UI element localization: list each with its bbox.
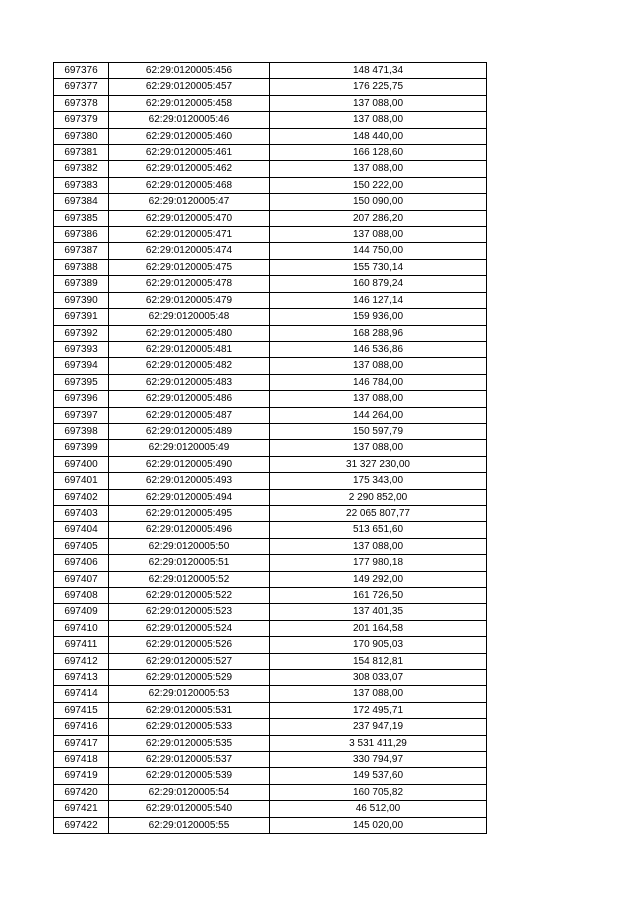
- table-row: [54, 440, 487, 456]
- table-row: [54, 637, 487, 653]
- row-number-cell: 697413: [54, 670, 109, 686]
- table-row: [54, 571, 487, 587]
- value-cell: 172 495,71: [270, 702, 487, 718]
- cadastral-number-cell: 62:29:0120005:487: [109, 407, 270, 423]
- table-row: [54, 325, 487, 341]
- table-row: [54, 227, 487, 243]
- cadastral-number-cell: 62:29:0120005:53: [109, 686, 270, 702]
- cadastral-number-cell: 62:29:0120005:524: [109, 620, 270, 636]
- cadastral-number-cell: 62:29:0120005:533: [109, 719, 270, 735]
- table-row: [54, 719, 487, 735]
- row-number-cell: 697418: [54, 752, 109, 768]
- row-number-cell: 697420: [54, 784, 109, 800]
- table-row: [54, 128, 487, 144]
- value-cell: 155 730,14: [270, 259, 487, 275]
- row-number-cell: 697407: [54, 571, 109, 587]
- cadastral-number-cell: 62:29:0120005:527: [109, 653, 270, 669]
- value-cell: 137 088,00: [270, 358, 487, 374]
- row-number-cell: 697409: [54, 604, 109, 620]
- table-row: [54, 538, 487, 554]
- cadastral-number-cell: 62:29:0120005:474: [109, 243, 270, 259]
- value-cell: 177 980,18: [270, 555, 487, 571]
- row-number-cell: 697396: [54, 391, 109, 407]
- value-cell: 150 090,00: [270, 194, 487, 210]
- table-row: [54, 456, 487, 472]
- cadastral-number-cell: 62:29:0120005:471: [109, 227, 270, 243]
- table-row: [54, 194, 487, 210]
- row-number-cell: 697406: [54, 555, 109, 571]
- table-row: [54, 817, 487, 833]
- cadastral-number-cell: 62:29:0120005:54: [109, 784, 270, 800]
- value-cell: 149 537,60: [270, 768, 487, 784]
- table-row: [54, 522, 487, 538]
- value-cell: 513 651,60: [270, 522, 487, 538]
- cadastral-number-cell: 62:29:0120005:479: [109, 292, 270, 308]
- cadastral-number-cell: 62:29:0120005:529: [109, 670, 270, 686]
- table-row: [54, 309, 487, 325]
- row-number-cell: 697388: [54, 259, 109, 275]
- table-row: [54, 801, 487, 817]
- value-cell: 137 088,00: [270, 686, 487, 702]
- row-number-cell: 697416: [54, 719, 109, 735]
- value-cell: 146 536,86: [270, 341, 487, 357]
- value-cell: 150 597,79: [270, 423, 487, 439]
- data-table: [53, 62, 487, 834]
- row-number-cell: 697395: [54, 374, 109, 390]
- value-cell: 46 512,00: [270, 801, 487, 817]
- table-row: [54, 112, 487, 128]
- cadastral-number-cell: 62:29:0120005:457: [109, 79, 270, 95]
- row-number-cell: 697391: [54, 309, 109, 325]
- row-number-cell: 697405: [54, 538, 109, 554]
- table-row: [54, 177, 487, 193]
- table-row: [54, 505, 487, 521]
- value-cell: 137 088,00: [270, 440, 487, 456]
- table-row: [54, 292, 487, 308]
- cadastral-number-cell: 62:29:0120005:456: [109, 63, 270, 79]
- value-cell: 176 225,75: [270, 79, 487, 95]
- cadastral-number-cell: 62:29:0120005:470: [109, 210, 270, 226]
- table-row: [54, 752, 487, 768]
- row-number-cell: 697411: [54, 637, 109, 653]
- cadastral-number-cell: 62:29:0120005:462: [109, 161, 270, 177]
- value-cell: 154 812,81: [270, 653, 487, 669]
- cadastral-number-cell: 62:29:0120005:460: [109, 128, 270, 144]
- value-cell: 161 726,50: [270, 588, 487, 604]
- row-number-cell: 697387: [54, 243, 109, 259]
- table-row: [54, 161, 487, 177]
- row-number-cell: 697386: [54, 227, 109, 243]
- table-row: [54, 210, 487, 226]
- cadastral-number-cell: 62:29:0120005:531: [109, 702, 270, 718]
- row-number-cell: 697415: [54, 702, 109, 718]
- value-cell: 170 905,03: [270, 637, 487, 653]
- value-cell: 144 264,00: [270, 407, 487, 423]
- row-number-cell: 697403: [54, 505, 109, 521]
- value-cell: 149 292,00: [270, 571, 487, 587]
- table-row: [54, 341, 487, 357]
- row-number-cell: 697408: [54, 588, 109, 604]
- value-cell: 308 033,07: [270, 670, 487, 686]
- cadastral-number-cell: 62:29:0120005:483: [109, 374, 270, 390]
- row-number-cell: 697382: [54, 161, 109, 177]
- cadastral-number-cell: 62:29:0120005:48: [109, 309, 270, 325]
- cadastral-number-cell: 62:29:0120005:52: [109, 571, 270, 587]
- table-row: [54, 555, 487, 571]
- cadastral-number-cell: 62:29:0120005:55: [109, 817, 270, 833]
- table-row: [54, 374, 487, 390]
- row-number-cell: 697378: [54, 95, 109, 111]
- value-cell: 137 088,00: [270, 95, 487, 111]
- row-number-cell: 697377: [54, 79, 109, 95]
- value-cell: 137 088,00: [270, 161, 487, 177]
- row-number-cell: 697385: [54, 210, 109, 226]
- row-number-cell: 697392: [54, 325, 109, 341]
- value-cell: 22 065 807,77: [270, 505, 487, 521]
- cadastral-number-cell: 62:29:0120005:47: [109, 194, 270, 210]
- table-row: [54, 407, 487, 423]
- table-row: [54, 276, 487, 292]
- cadastral-number-cell: 62:29:0120005:468: [109, 177, 270, 193]
- cadastral-number-cell: 62:29:0120005:539: [109, 768, 270, 784]
- value-cell: 31 327 230,00: [270, 456, 487, 472]
- row-number-cell: 697393: [54, 341, 109, 357]
- row-number-cell: 697414: [54, 686, 109, 702]
- value-cell: 137 088,00: [270, 227, 487, 243]
- cadastral-number-cell: 62:29:0120005:496: [109, 522, 270, 538]
- table-row: [54, 588, 487, 604]
- cadastral-number-cell: 62:29:0120005:523: [109, 604, 270, 620]
- table-row: [54, 145, 487, 161]
- cadastral-number-cell: 62:29:0120005:49: [109, 440, 270, 456]
- row-number-cell: 697419: [54, 768, 109, 784]
- table-row: [54, 423, 487, 439]
- value-cell: 148 440,00: [270, 128, 487, 144]
- value-cell: 137 088,00: [270, 112, 487, 128]
- table-body: [54, 63, 487, 834]
- cadastral-number-cell: 62:29:0120005:51: [109, 555, 270, 571]
- row-number-cell: 697383: [54, 177, 109, 193]
- value-cell: 207 286,20: [270, 210, 487, 226]
- row-number-cell: 697410: [54, 620, 109, 636]
- cadastral-number-cell: 62:29:0120005:493: [109, 473, 270, 489]
- table-row: [54, 604, 487, 620]
- table-row: [54, 358, 487, 374]
- table-row: [54, 735, 487, 751]
- value-cell: 137 088,00: [270, 391, 487, 407]
- table-row: [54, 473, 487, 489]
- row-number-cell: 697381: [54, 145, 109, 161]
- table-row: [54, 95, 487, 111]
- table-row: [54, 63, 487, 79]
- cadastral-number-cell: 62:29:0120005:475: [109, 259, 270, 275]
- table-row: [54, 243, 487, 259]
- cadastral-number-cell: 62:29:0120005:495: [109, 505, 270, 521]
- row-number-cell: 697379: [54, 112, 109, 128]
- value-cell: 175 343,00: [270, 473, 487, 489]
- row-number-cell: 697412: [54, 653, 109, 669]
- row-number-cell: 697421: [54, 801, 109, 817]
- row-number-cell: 697376: [54, 63, 109, 79]
- cadastral-number-cell: 62:29:0120005:540: [109, 801, 270, 817]
- row-number-cell: 697398: [54, 423, 109, 439]
- table-row: [54, 620, 487, 636]
- table-row: [54, 686, 487, 702]
- cadastral-number-cell: 62:29:0120005:478: [109, 276, 270, 292]
- value-cell: 160 705,82: [270, 784, 487, 800]
- row-number-cell: 697400: [54, 456, 109, 472]
- table-row: [54, 79, 487, 95]
- value-cell: 150 222,00: [270, 177, 487, 193]
- table-row: [54, 702, 487, 718]
- value-cell: 146 127,14: [270, 292, 487, 308]
- cadastral-number-cell: 62:29:0120005:522: [109, 588, 270, 604]
- value-cell: 160 879,24: [270, 276, 487, 292]
- value-cell: 137 088,00: [270, 538, 487, 554]
- row-number-cell: 697404: [54, 522, 109, 538]
- row-number-cell: 697422: [54, 817, 109, 833]
- value-cell: 145 020,00: [270, 817, 487, 833]
- cadastral-number-cell: 62:29:0120005:535: [109, 735, 270, 751]
- row-number-cell: 697402: [54, 489, 109, 505]
- value-cell: 237 947,19: [270, 719, 487, 735]
- cadastral-number-cell: 62:29:0120005:486: [109, 391, 270, 407]
- row-number-cell: 697390: [54, 292, 109, 308]
- cadastral-number-cell: 62:29:0120005:482: [109, 358, 270, 374]
- table-row: [54, 784, 487, 800]
- cadastral-number-cell: 62:29:0120005:50: [109, 538, 270, 554]
- row-number-cell: 697417: [54, 735, 109, 751]
- value-cell: 146 784,00: [270, 374, 487, 390]
- row-number-cell: 697389: [54, 276, 109, 292]
- value-cell: 137 401,35: [270, 604, 487, 620]
- value-cell: 201 164,58: [270, 620, 487, 636]
- row-number-cell: 697380: [54, 128, 109, 144]
- value-cell: 330 794,97: [270, 752, 487, 768]
- table-row: [54, 489, 487, 505]
- value-cell: 2 290 852,00: [270, 489, 487, 505]
- row-number-cell: 697399: [54, 440, 109, 456]
- table-row: [54, 653, 487, 669]
- cadastral-number-cell: 62:29:0120005:526: [109, 637, 270, 653]
- value-cell: 159 936,00: [270, 309, 487, 325]
- value-cell: 148 471,34: [270, 63, 487, 79]
- value-cell: 168 288,96: [270, 325, 487, 341]
- row-number-cell: 697397: [54, 407, 109, 423]
- table-row: [54, 391, 487, 407]
- table-row: [54, 259, 487, 275]
- cadastral-number-cell: 62:29:0120005:537: [109, 752, 270, 768]
- value-cell: 166 128,60: [270, 145, 487, 161]
- cadastral-number-cell: 62:29:0120005:461: [109, 145, 270, 161]
- row-number-cell: 697384: [54, 194, 109, 210]
- value-cell: 144 750,00: [270, 243, 487, 259]
- cadastral-number-cell: 62:29:0120005:458: [109, 95, 270, 111]
- value-cell: 3 531 411,29: [270, 735, 487, 751]
- table-row: [54, 768, 487, 784]
- cadastral-number-cell: 62:29:0120005:494: [109, 489, 270, 505]
- cadastral-number-cell: 62:29:0120005:46: [109, 112, 270, 128]
- cadastral-number-cell: 62:29:0120005:490: [109, 456, 270, 472]
- row-number-cell: 697401: [54, 473, 109, 489]
- cadastral-number-cell: 62:29:0120005:489: [109, 423, 270, 439]
- table-row: [54, 670, 487, 686]
- cadastral-number-cell: 62:29:0120005:480: [109, 325, 270, 341]
- cadastral-number-cell: 62:29:0120005:481: [109, 341, 270, 357]
- row-number-cell: 697394: [54, 358, 109, 374]
